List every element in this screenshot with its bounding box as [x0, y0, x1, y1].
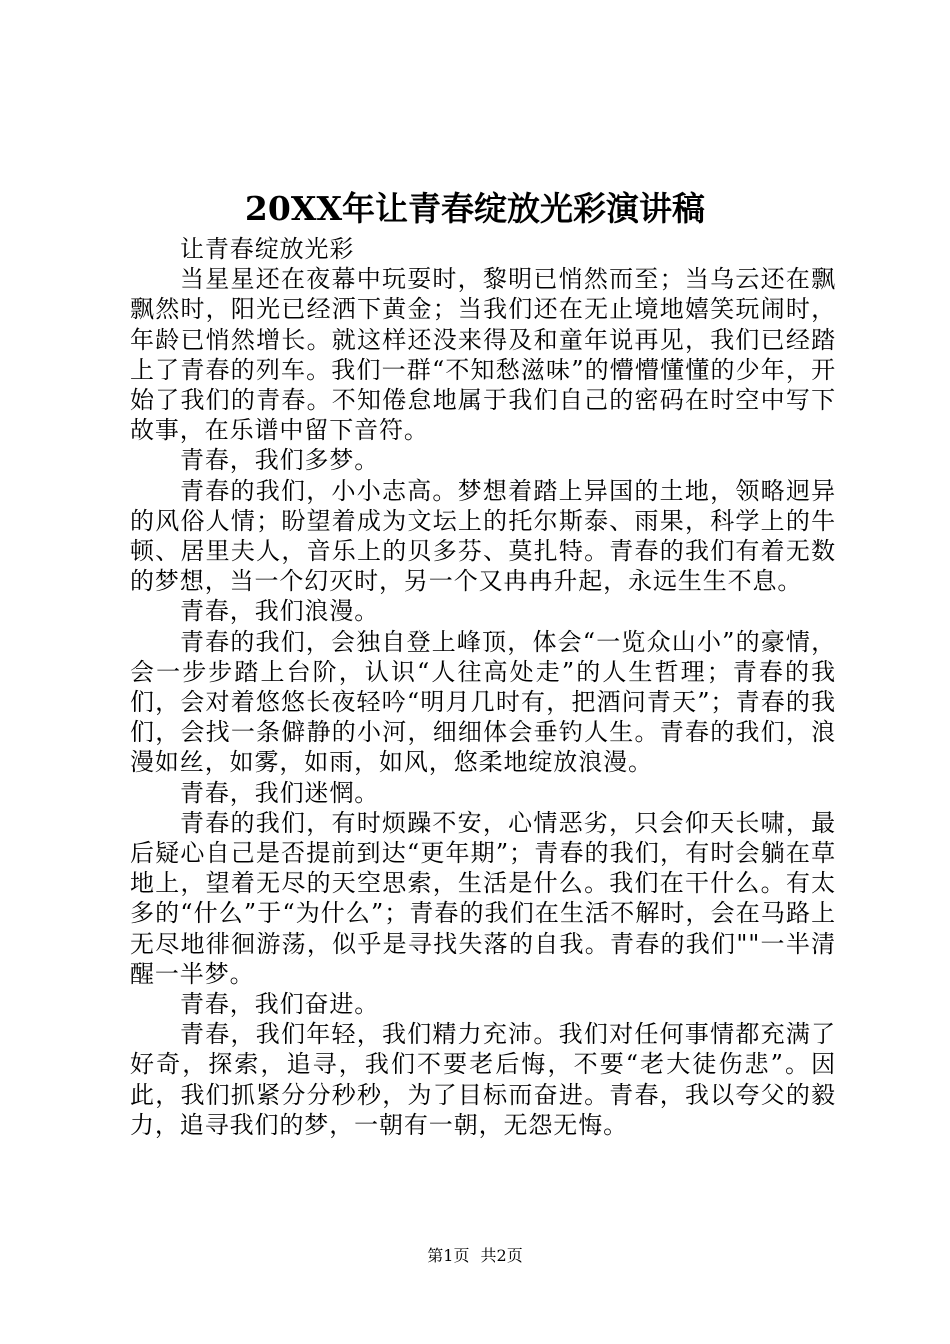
section-heading-dreams: 青春，我们多梦。 — [180, 446, 380, 475]
striving-paragraph: 青春，我们年轻，我们精力充沛。我们对任何事情都充满了好奇，探索，追寻，我们不要老后悔，不要“老大徒伤悲”。因此，我们抓紧分分秒秒，为了目标而奋进。青春，我以夸父的毅力，追寻我们的梦，一朝有一朝，无怨无悔。 — [130, 1020, 836, 1139]
confusion-paragraph: 青春的我们，有时烦躁不安，心情恶劣，只会仰天长啸，最后疑心自己是否提前到达“更年期”；青春的我们，有时会躺在草地上，望着无尽的天空思索，生活是什么。我们在干什么。有太多的“什么”于“为什么”；青春的我们在生活不解时，会在马路上无尽地徘徊游荡，似乎是寻找失落的自我。青春的我们""一半清醒一半梦。 — [130, 808, 836, 988]
document-title: 20XX年让青春绽放光彩演讲稿 — [244, 189, 706, 228]
document-body — [130, 234, 836, 1140]
page-number-total: 共2页 — [480, 1246, 523, 1265]
subtitle-paragraph: 让青春绽放光彩 — [180, 235, 355, 263]
section-heading-romance: 青春，我们浪漫。 — [180, 597, 380, 626]
romance-paragraph: 青春的我们，会独自登上峰顶，体会“一览众山小”的豪情，会一步步踏上台阶，认识“人往高处走”的人生哲理；青春的我们，会对着悠悠长夜轻吟“明月几时有，把酒问青天”；青春的我们，会找一条僻静的小河，细细体会垂钓人生。青春的我们，浪漫如丝，如雾，如雨，如风，悠柔地绽放浪漫。 — [130, 627, 836, 777]
page-number-current: 第1页 — [427, 1246, 470, 1265]
intro-paragraph: 当星星还在夜幕中玩耍时，黎明已悄然而至；当乌云还在飘飘然时，阳光已经洒下黄金；当我们还在无止境地嬉笑玩闹时，年龄已悄然增长。就这样还没来得及和童年说再见，我们已经踏上了青春的列车。我们一群“不知愁滋味”的懵懵懂懂的少年，开始了我们的青春。不知倦怠地属于我们自己的密码在时空中写下故事，在乐谱中留下音符。 — [130, 265, 836, 445]
dreams-paragraph: 青春的我们，小小志高。梦想着踏上异国的土地，领略迥异的风俗人情；盼望着成为文坛上的托尔斯泰、雨果，科学上的牛顿、居里夫人，音乐上的贝多芬、莫扎特。青春的我们有着无数的梦想，当一个幻灭时，另一个又冉冉升起，永远生生不息。 — [130, 476, 836, 596]
section-heading-striving: 青春，我们奋进。 — [180, 990, 380, 1019]
section-heading-confusion: 青春，我们迷惘。 — [180, 778, 380, 807]
page-footer — [0, 1244, 950, 1268]
